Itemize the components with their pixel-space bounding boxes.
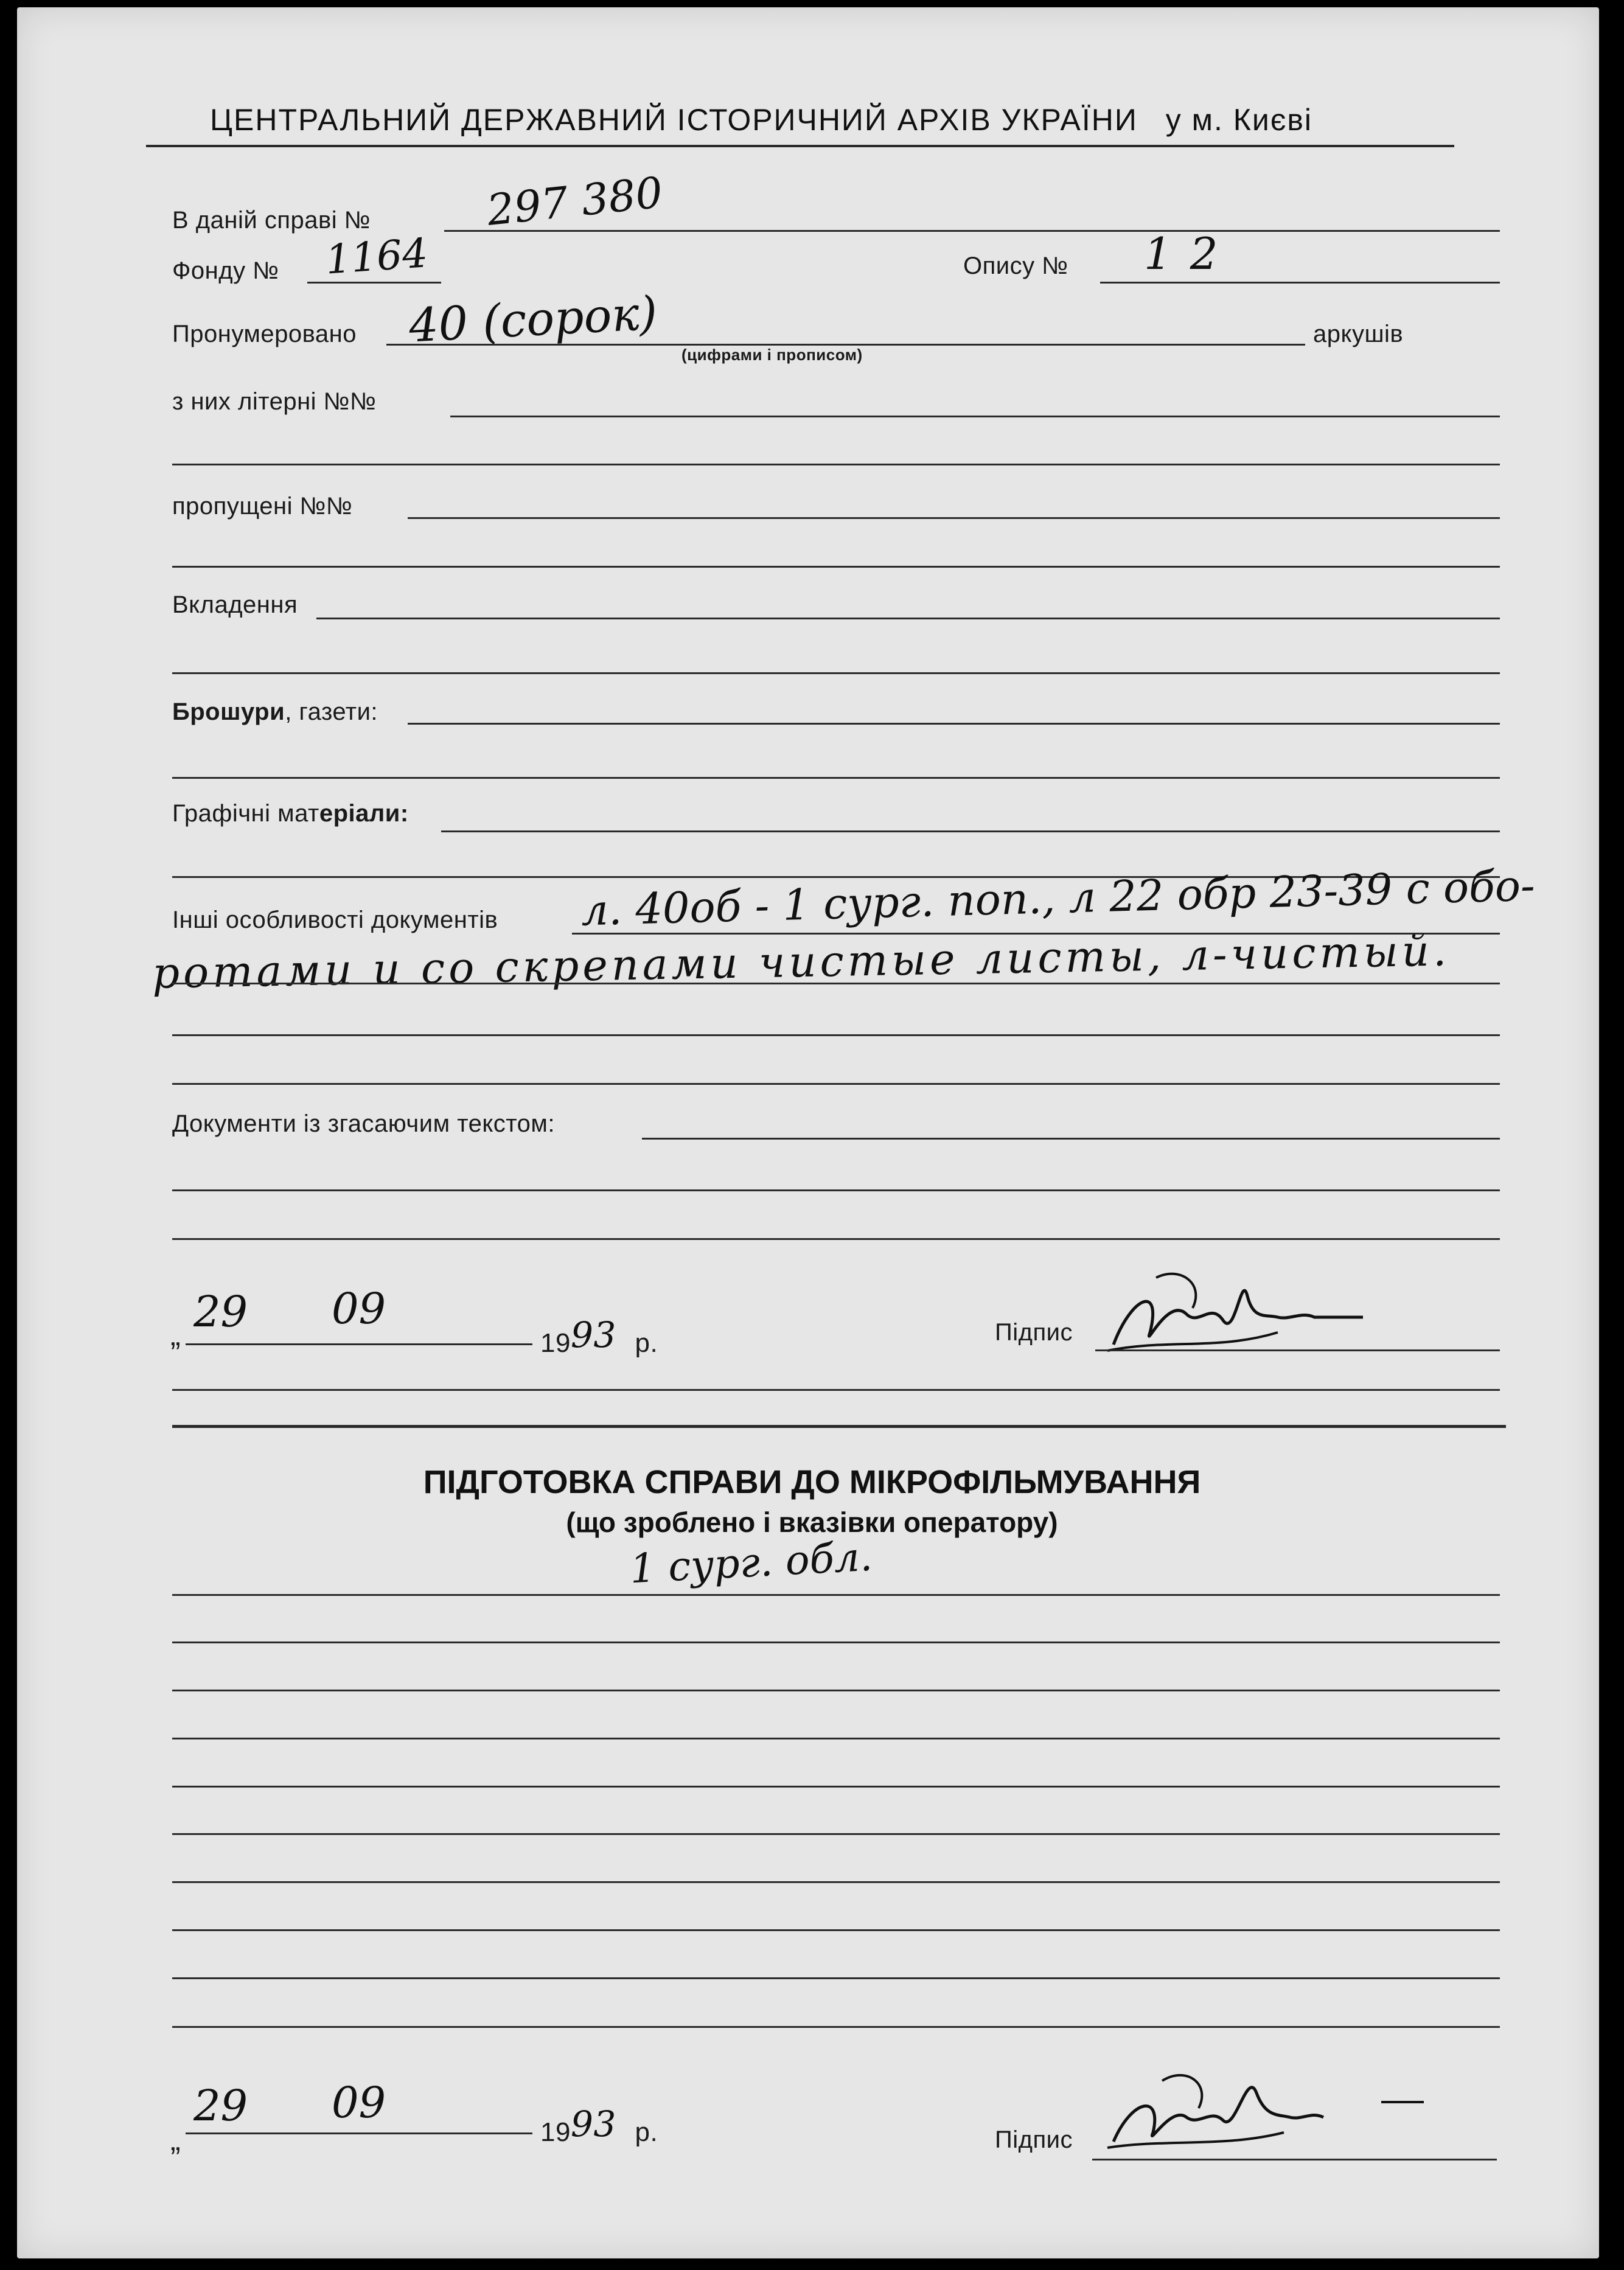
date-year-suffix-2: 93	[570, 2103, 616, 2145]
sheets-label: аркушів	[1313, 321, 1404, 347]
brochures-line-2	[172, 777, 1500, 779]
missing-numbers-line-2	[172, 566, 1500, 568]
attachments-line-2	[172, 672, 1500, 674]
section-line-a	[172, 1389, 1500, 1391]
signature-line-2	[1092, 2159, 1497, 2160]
fond-line	[307, 282, 441, 284]
other-features-line-2	[172, 983, 1500, 984]
signature-label-2: Підпис	[995, 2126, 1073, 2153]
attachments-line	[316, 618, 1500, 619]
date-month-line-2	[271, 2132, 532, 2134]
case-number-handwritten: 297 380	[484, 167, 665, 235]
opys-label: Опису №	[963, 252, 1068, 279]
microfilm-line-2	[172, 1642, 1500, 1643]
section-divider	[172, 1425, 1506, 1428]
opys-number-handwritten: 12	[1144, 228, 1236, 279]
archive-title: ЦЕНТРАЛЬНИЙ ДЕРЖАВНИЙ ІСТОРИЧНИЙ АРХІВ УКРАЇНИ	[210, 103, 1138, 137]
missing-numbers-line	[408, 517, 1500, 519]
microfilm-line-10	[172, 2026, 1500, 2028]
date-year-1	[540, 1314, 658, 1360]
brochures-line	[408, 723, 1500, 725]
letter-numbers-line-2	[172, 464, 1500, 465]
date-day-2: 29	[193, 2081, 248, 2131]
other-features-note-line2: ротами и со скрепами чистые листы, л-чистый.	[152, 925, 1451, 998]
microfilm-line-9	[172, 1977, 1500, 1979]
date-month-2: 09	[332, 2078, 386, 2128]
microfilm-line-3	[172, 1690, 1500, 1691]
graphic-materials-label-1: Графічні мат	[172, 800, 319, 827]
microfilm-title: ПІДГОТОВКА СПРАВИ ДО МІКРОФІЛЬМУВАННЯ	[423, 1464, 1201, 1500]
other-features-line-3	[172, 1034, 1500, 1036]
date-year-2	[540, 2103, 658, 2150]
other-features-note-line1: л. 40об - 1 сург. поп., л 22 обр 23-39 с обо-	[580, 860, 1536, 936]
faded-text-line-3	[172, 1238, 1500, 1240]
microfilm-line-1	[172, 1594, 1500, 1596]
microfilm-line-8	[172, 1929, 1500, 1931]
microfilm-line-6	[172, 1833, 1500, 1835]
attachments-label: Вкладення	[172, 591, 298, 618]
brochures-label-rest: , газети:	[285, 698, 378, 725]
case-number-line	[444, 230, 1500, 232]
graphic-materials-line	[441, 830, 1500, 832]
numbered-hint: (цифрами і прописом)	[681, 346, 863, 364]
faded-text-line	[642, 1138, 1500, 1140]
signature-line-1	[1095, 1349, 1500, 1351]
case-number-label: В даній справі №	[172, 207, 371, 234]
other-features-line-4	[172, 1083, 1500, 1085]
brochures-label	[172, 698, 378, 726]
fond-label: Фонду №	[172, 257, 279, 284]
letter-numbers-label: з них літерні №№	[172, 388, 377, 415]
city-name: Києві	[1233, 103, 1313, 137]
missing-numbers-label: пропущені №№	[172, 493, 353, 520]
microfilm-note-handwritten: 1 сург. обл.	[629, 1533, 874, 1593]
numbered-label: Пронумеровано	[172, 321, 357, 347]
city-prefix: у м.	[1165, 103, 1224, 137]
header-rule	[146, 145, 1454, 147]
date-quote-1: „	[170, 1318, 181, 1352]
date-year-suffix-1: 93	[570, 1314, 616, 1356]
brochures-label-bold: Брошури	[172, 698, 285, 725]
microfilm-line-5	[172, 1786, 1500, 1788]
faded-text-line-2	[172, 1189, 1500, 1191]
date-day-1: 29	[193, 1287, 248, 1337]
signature-label-1: Підпис	[995, 1319, 1073, 1346]
date-day-line-2	[186, 2132, 271, 2134]
opys-line	[1100, 282, 1500, 284]
signature-scribble-2	[1095, 2056, 1436, 2160]
date-suffix-1: р.	[635, 1328, 658, 1358]
date-year-prefix-2: 19	[540, 2117, 571, 2147]
date-suffix-2: р.	[635, 2117, 658, 2147]
other-features-label: Інші особливості документів	[172, 907, 498, 933]
letter-numbers-line	[450, 416, 1500, 417]
date-quote-2: „	[170, 2123, 181, 2157]
microfilm-line-7	[172, 1881, 1500, 1883]
graphic-materials-label-2: еріали:	[319, 800, 409, 827]
microfilm-line-4	[172, 1738, 1500, 1739]
numbered-value-handwritten: 40 (сорок)	[407, 285, 659, 353]
date-year-prefix-1: 19	[540, 1328, 571, 1358]
signature-scribble-1	[1095, 1259, 1381, 1363]
microfilm-subtitle: (що зроблено і вказівки оператору)	[566, 1506, 1058, 1538]
archive-header	[210, 102, 1312, 138]
faded-text-label: Документи із згасаючим текстом:	[172, 1110, 555, 1137]
graphic-materials-label	[172, 800, 409, 827]
date-day-line-1	[186, 1343, 271, 1345]
date-month-1: 09	[332, 1284, 386, 1334]
date-month-line-1	[271, 1343, 532, 1345]
fond-number-handwritten: 1164	[324, 229, 430, 284]
